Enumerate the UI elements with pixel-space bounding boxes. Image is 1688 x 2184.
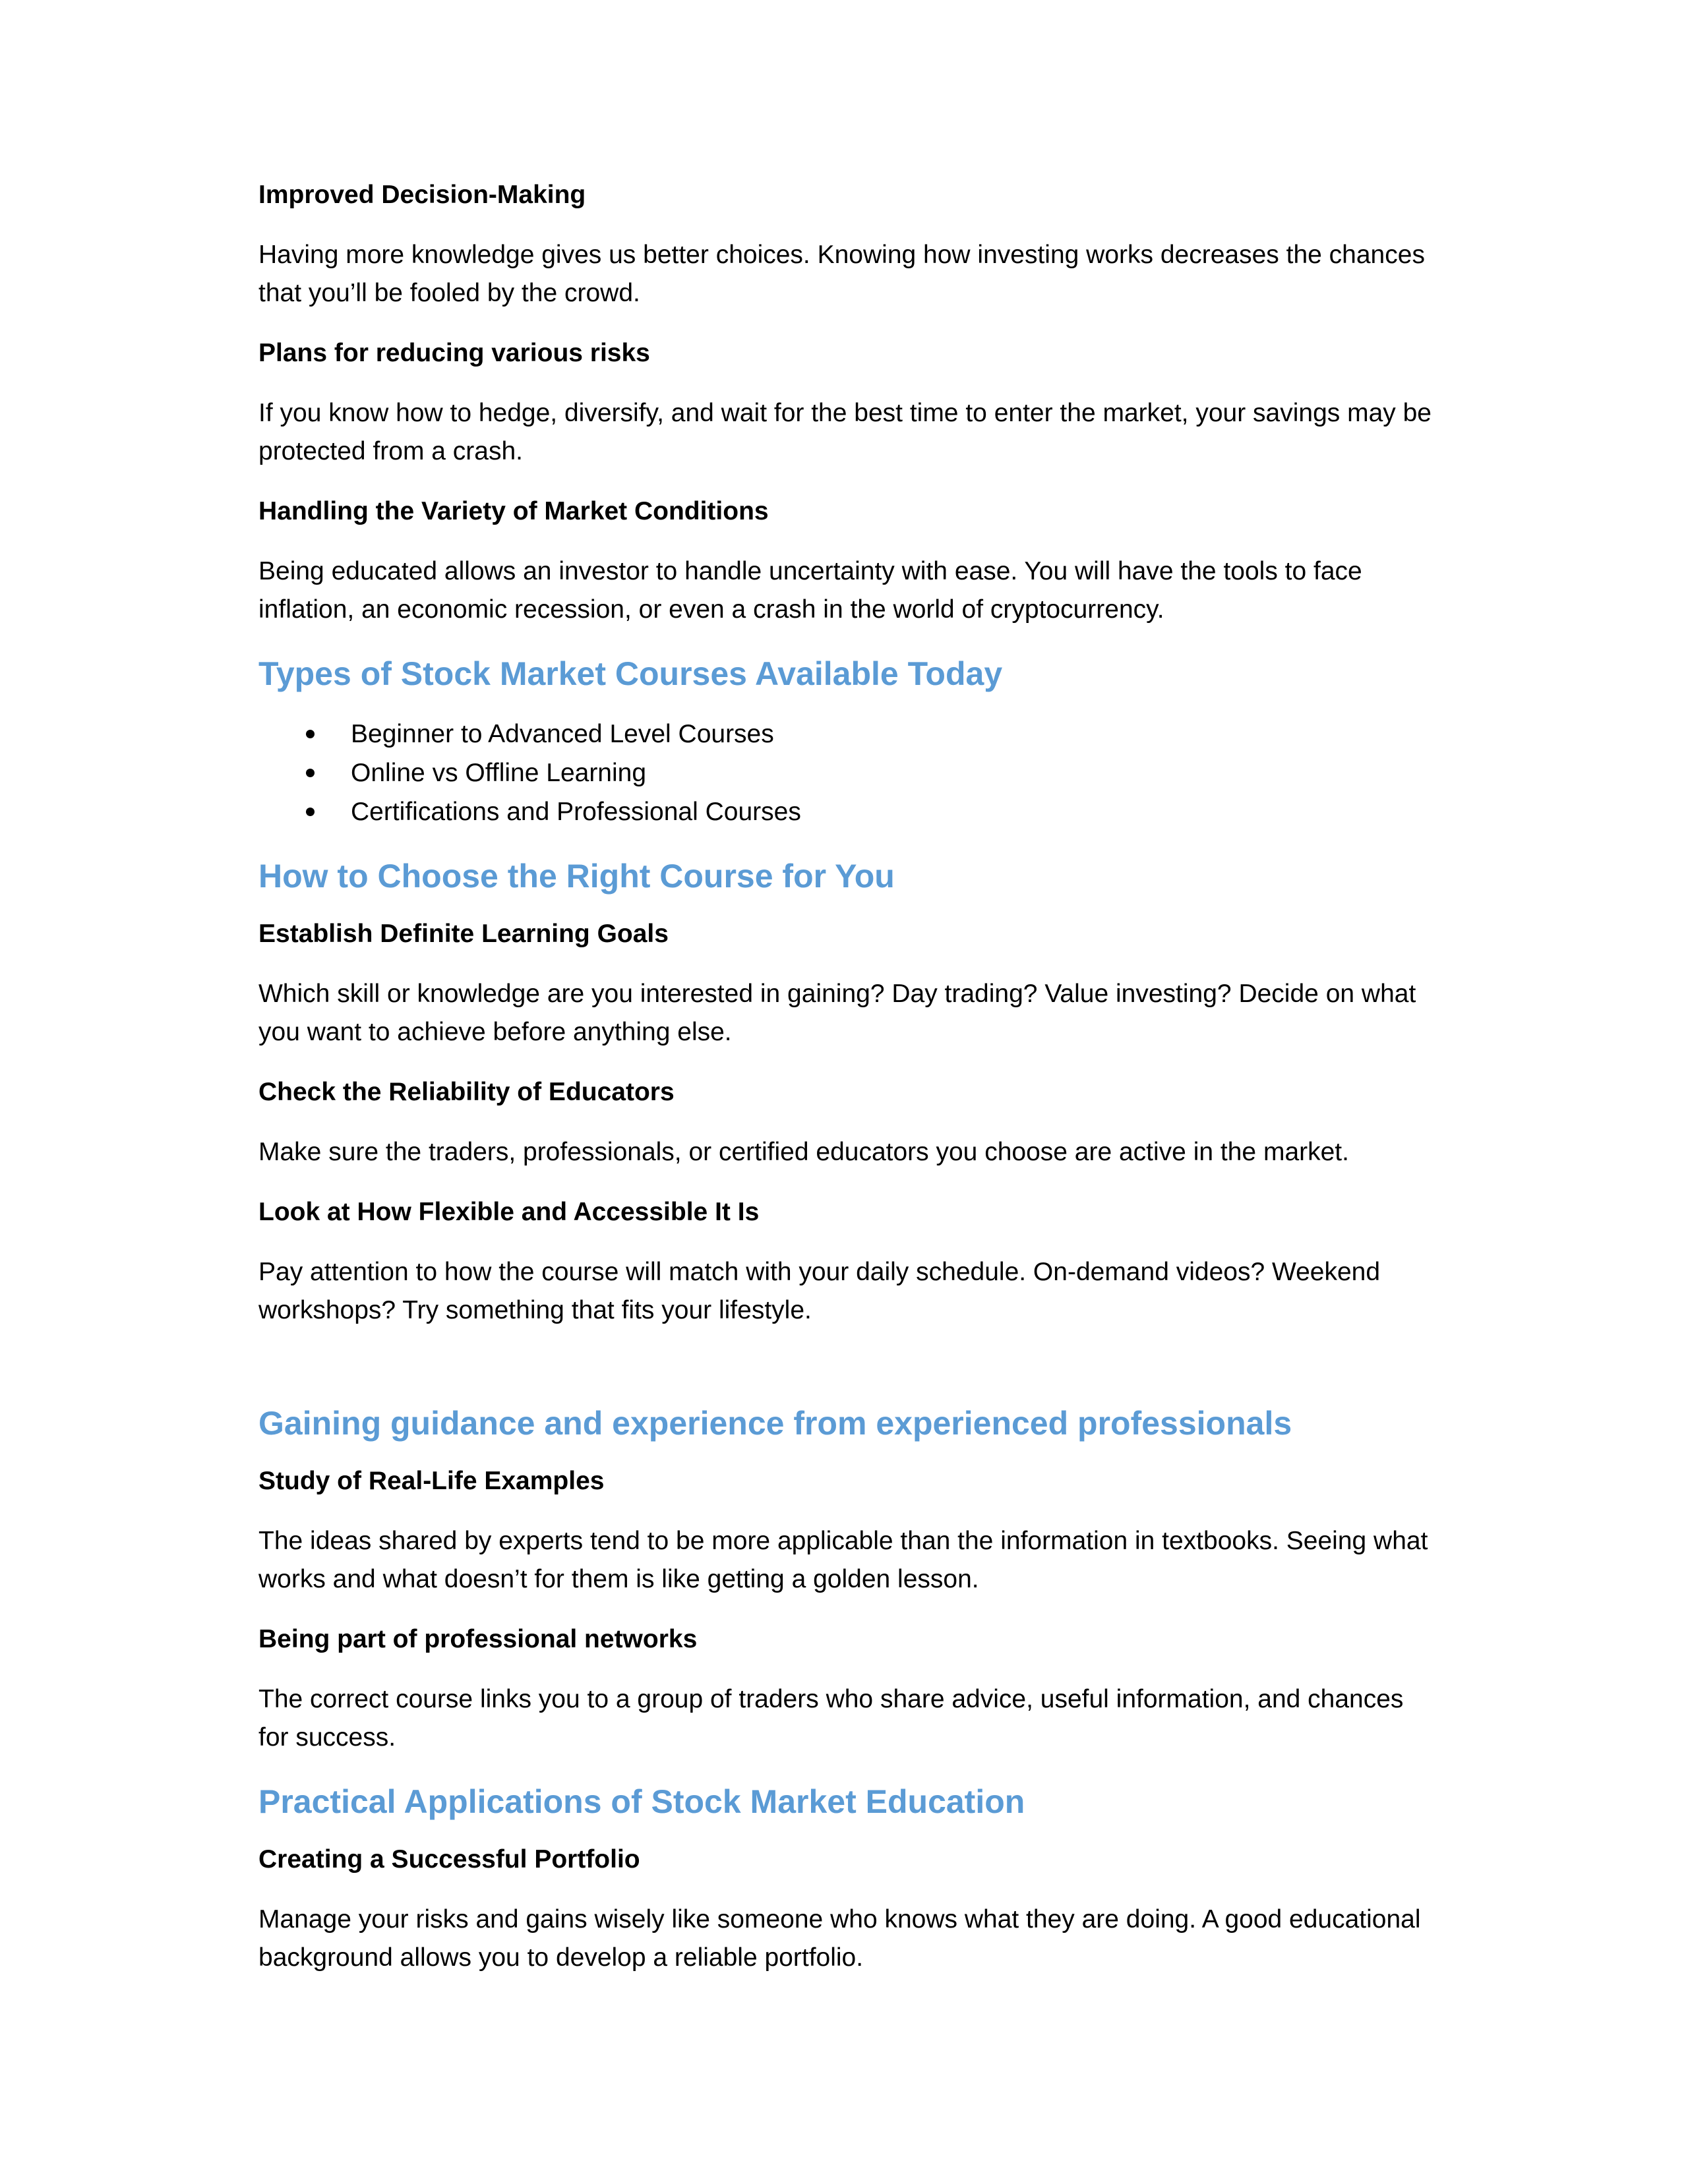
subheading: Handling the Variety of Market Conditions <box>258 497 769 525</box>
section-heading: How to Choose the Right Course for You <box>258 858 895 895</box>
list-item <box>258 715 1432 753</box>
paragraph: Manage your risks and gains wisely like someone who knows what they are doing. A good educational background allows you to develop a reliable portfolio. <box>258 1905 1421 1972</box>
paragraph: Being educated allows an investor to handle uncertainty with ease. You will have the tools to face inflation, an economic recession, or even a crash in the world of cryptocurrency. <box>258 557 1362 624</box>
list-item-text: Certifications and Professional Courses <box>351 798 801 826</box>
bullet-icon <box>306 769 315 777</box>
paragraph: Pay attention to how the course will match with your daily schedule. On-demand videos? Weekend workshops? Try something that fits your lifestyle. <box>258 1258 1381 1324</box>
section-heading: Gaining guidance and experience from experienced professionals <box>258 1405 1292 1442</box>
section-heading: Types of Stock Market Courses Available Today <box>258 655 1003 692</box>
subheading: Being part of professional networks <box>258 1625 698 1653</box>
bullet-icon <box>306 730 315 738</box>
subheading: Improved Decision-Making <box>258 181 586 209</box>
paragraph: Make sure the traders, professionals, or certified educators you choose are active in the market. <box>258 1138 1349 1166</box>
paragraph: If you know how to hedge, diversify, and wait for the best time to enter the market, your savings may be protected from a crash. <box>258 399 1432 465</box>
list-item-text: Beginner to Advanced Level Courses <box>351 720 774 748</box>
subheading: Check the Reliability of Educators <box>258 1078 675 1106</box>
list-item <box>258 753 1432 792</box>
list-item-text: Online vs Offline Learning <box>351 759 647 787</box>
bullet-list <box>258 715 1432 831</box>
section-heading: Practical Applications of Stock Market Education <box>258 1783 1025 1820</box>
subheading: Plans for reducing various risks <box>258 339 650 367</box>
subheading: Look at How Flexible and Accessible It Is <box>258 1198 760 1226</box>
bullet-icon <box>306 808 315 816</box>
subheading: Establish Definite Learning Goals <box>258 920 669 948</box>
document-page <box>258 178 1432 2001</box>
subheading: Study of Real-Life Examples <box>258 1467 605 1495</box>
paragraph: The correct course links you to a group of traders who share advice, useful information, and chances for success. <box>258 1685 1404 1752</box>
list-item <box>258 792 1432 831</box>
subheading: Creating a Successful Portfolio <box>258 1845 640 1874</box>
paragraph: Which skill or knowledge are you interested in gaining? Day trading? Value investing? Decide on what you want to achieve before anything else. <box>258 980 1416 1046</box>
paragraph: Having more knowledge gives us better choices. Knowing how investing works decreases the chances that you’ll be fooled by the crowd. <box>258 241 1425 307</box>
paragraph: The ideas shared by experts tend to be more applicable than the information in textbooks. Seeing what works and what doesn’t for them is like getting a golden lesson. <box>258 1527 1428 1593</box>
